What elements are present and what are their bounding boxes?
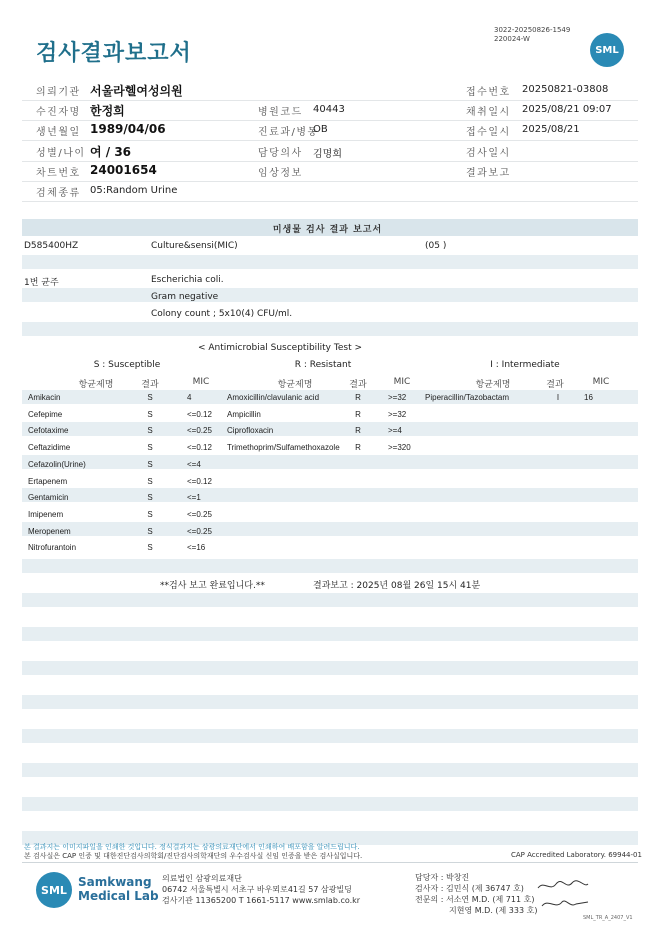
ast-mic: 4 (187, 393, 192, 402)
ast-result: S (147, 509, 153, 519)
label2-1: 병원코드 (258, 107, 303, 118)
row-band (22, 729, 638, 743)
header-mic-3: MIC (592, 377, 610, 387)
ast-drug: Ciprofloxacin (227, 426, 274, 436)
document-id (494, 26, 570, 44)
row-band (22, 455, 638, 469)
row-band (22, 522, 638, 536)
header-drug-1: 항균제명 (78, 380, 114, 390)
header-res-1: 결과 (141, 380, 159, 390)
ast-drug: Gentamicin (28, 493, 69, 503)
row-band (22, 422, 638, 436)
label2-3: 담당의사 (258, 148, 303, 159)
ast-mic: <=0.25 (187, 426, 212, 436)
ast-drug: Amoxicillin/clavulanic acid (227, 393, 320, 402)
organism-label: 1번 균주 (24, 278, 59, 288)
ast-result: R (355, 393, 361, 402)
row-divider (22, 120, 638, 121)
value3-0: 20250821-03808 (522, 84, 609, 95)
row-divider (22, 140, 638, 141)
ast-mic: <=16 (187, 543, 206, 553)
legend-intermediate: I : Intermediate (490, 360, 560, 370)
row-divider (22, 100, 638, 101)
ast-title: < Antimicrobial Susceptibility Test > (198, 343, 362, 353)
test-code: D585400HZ (24, 241, 79, 251)
row-band (22, 255, 638, 269)
row-divider (22, 181, 638, 182)
colony-count: Colony count ; 5x10(4) CFU/ml. (151, 309, 293, 319)
value3-1: 2025/08/21 09:07 (522, 104, 612, 115)
ast-result: I (556, 393, 560, 402)
completion-message: **검사 보고 완료입니다.** (160, 581, 265, 591)
print-notice: 본 결과지는 이미지파일을 인쇄한 것입니다. 정식결과지는 삼광의료재단에서 인쇄하여 배포함을 알려드립니다. (24, 843, 360, 851)
row-band (22, 488, 638, 502)
label3-1: 채취일시 (466, 107, 511, 118)
page-title: 검사결과보고서 (36, 41, 192, 66)
value2-1: 40443 (313, 104, 345, 115)
ast-result: S (147, 493, 153, 503)
ast-result: R (355, 409, 361, 419)
value-0: 서울라헬여성의원 (90, 84, 183, 98)
label-0: 의뢰기관 (36, 87, 81, 98)
staff-manager: 담당자 : 박창진 (415, 873, 470, 882)
row-band (22, 593, 638, 607)
document-id-line2: 220024-W (494, 35, 530, 43)
ast-mic: 16 (584, 393, 593, 402)
ast-mic: >=320 (388, 443, 411, 453)
ast-drug: Ampicillin (227, 409, 261, 419)
ast-result: R (355, 426, 361, 436)
ast-result: S (147, 476, 153, 486)
ast-drug: Ertapenem (28, 476, 68, 486)
test-number: (05 ) (425, 241, 447, 251)
ast-mic: <=0.25 (187, 509, 212, 519)
label3-0: 접수번호 (466, 87, 511, 98)
org-name: 의료법인 삼광의료재단 (162, 874, 242, 883)
label-1: 수진자명 (36, 107, 81, 118)
label3-3: 검사일시 (466, 148, 511, 159)
organism-name: Escherichia coli. (151, 275, 224, 285)
micro-section-title: 미생물 검사 결과 보고서 (272, 225, 383, 235)
sml-logo-icon: SML (590, 33, 624, 67)
header-drug-2: 항균제명 (277, 380, 313, 390)
ast-drug: Ceftazidime (28, 443, 71, 453)
header-mic-1: MIC (192, 377, 210, 387)
row-band (22, 627, 638, 641)
row-band (22, 797, 638, 811)
value-5: 05:Random Urine (90, 185, 178, 196)
ast-drug: Cefotaxime (28, 426, 69, 436)
ast-mic: >=32 (388, 409, 407, 419)
value-3: 여 / 36 (90, 145, 132, 159)
ast-mic: <=0.12 (187, 443, 212, 453)
ast-drug: Nitrofurantoin (28, 543, 77, 553)
value-1: 한정희 (90, 104, 125, 118)
org-contact: 검사기관 11365200 T 1661-5117 www.smlab.co.kr (162, 896, 361, 905)
brand-line2: Medical Lab (78, 889, 159, 903)
value-2: 1989/04/06 (90, 122, 166, 136)
ast-result: S (147, 443, 153, 453)
ast-mic: >=4 (388, 426, 402, 436)
ast-drug: Piperacillin/Tazobactam (425, 393, 510, 402)
cap-accreditation: CAP Accredited Laboratory. 69944-01 (511, 851, 642, 859)
row-band (22, 322, 638, 336)
row-band (22, 763, 638, 777)
test-name: Culture&sensi(MIC) (151, 241, 238, 251)
signature-icon (536, 878, 592, 914)
ast-drug: Trimethoprim/Sulfamethoxazole (227, 443, 340, 453)
gram-stain: Gram negative (151, 292, 219, 302)
row-band (22, 288, 638, 302)
header-drug-3: 항균제명 (475, 380, 511, 390)
header-res-2: 결과 (349, 380, 367, 390)
report-time: 결과보고 : 2025년 08월 26일 15시 41분 (313, 581, 481, 591)
legend-resistant: R : Resistant (294, 360, 352, 370)
sml-footer-logo-icon: SML (36, 872, 72, 908)
value2-3: 김명희 (313, 149, 342, 160)
row-band (22, 661, 638, 675)
ast-mic: >=32 (388, 393, 407, 402)
label3-2: 접수일시 (466, 127, 511, 138)
document-id-line1: 3022-20250826-1549 (494, 26, 571, 34)
ast-mic: <=4 (187, 459, 201, 469)
footer-divider (22, 862, 638, 863)
row-band (22, 559, 638, 573)
org-address: 06742 서울특별시 서초구 바우뫼로41길 57 삼광빌딩 (162, 885, 352, 894)
row-divider (22, 161, 638, 162)
brand-line1: Samkwang (78, 875, 152, 889)
form-code: SML_TR_A_2407_V1 (583, 915, 633, 921)
staff-tester: 검사자 : 김민식 (제 36747 호) (415, 884, 524, 893)
label-5: 검체종류 (36, 188, 81, 199)
value3-2: 2025/08/21 (522, 124, 580, 135)
ast-mic: <=1 (187, 493, 201, 503)
ast-mic: <=0.12 (187, 476, 212, 486)
ast-result: S (147, 526, 153, 536)
label2-4: 임상정보 (258, 168, 303, 179)
ast-result: S (147, 393, 153, 402)
value2-2: OB (313, 124, 328, 135)
ast-mic: <=0.25 (187, 526, 212, 536)
legend-susceptible: S : Susceptible (93, 360, 161, 370)
ast-drug: Cefepime (28, 409, 63, 419)
label2-2: 진료과/병동 (258, 127, 319, 138)
label-3: 성별/나이 (36, 148, 86, 159)
row-divider (22, 201, 638, 202)
ast-result: S (147, 426, 153, 436)
ast-mic: <=0.12 (187, 409, 212, 419)
label-4: 차트번호 (36, 168, 81, 179)
label-2: 생년월일 (36, 127, 81, 138)
cert-statement: 본 검사실은 CAP 인증 및 대한진단검사의학회/진단검사의학재단의 우수검사실 신임 인증을 받은 검사실입니다. (24, 852, 363, 860)
row-band (22, 695, 638, 709)
ast-drug: Meropenem (28, 526, 71, 536)
value-4: 24001654 (90, 163, 157, 177)
staff-specialist-1: 전문의 : 서소연 M.D. (제 711 호) (415, 895, 535, 904)
ast-result: S (147, 459, 153, 469)
header-res-3: 결과 (546, 380, 564, 390)
ast-drug: Amikacin (28, 393, 61, 402)
ast-result: S (147, 543, 153, 553)
staff-specialist-2: 지현영 M.D. (제 333 호) (449, 906, 538, 915)
header-mic-2: MIC (393, 377, 411, 387)
ast-result: R (355, 443, 361, 453)
ast-drug: Cefazolin(Urine) (28, 459, 86, 469)
ast-drug: Imipenem (28, 509, 64, 519)
ast-result: S (147, 409, 153, 419)
brand-name (78, 875, 159, 903)
label3-4: 결과보고 (466, 168, 511, 179)
